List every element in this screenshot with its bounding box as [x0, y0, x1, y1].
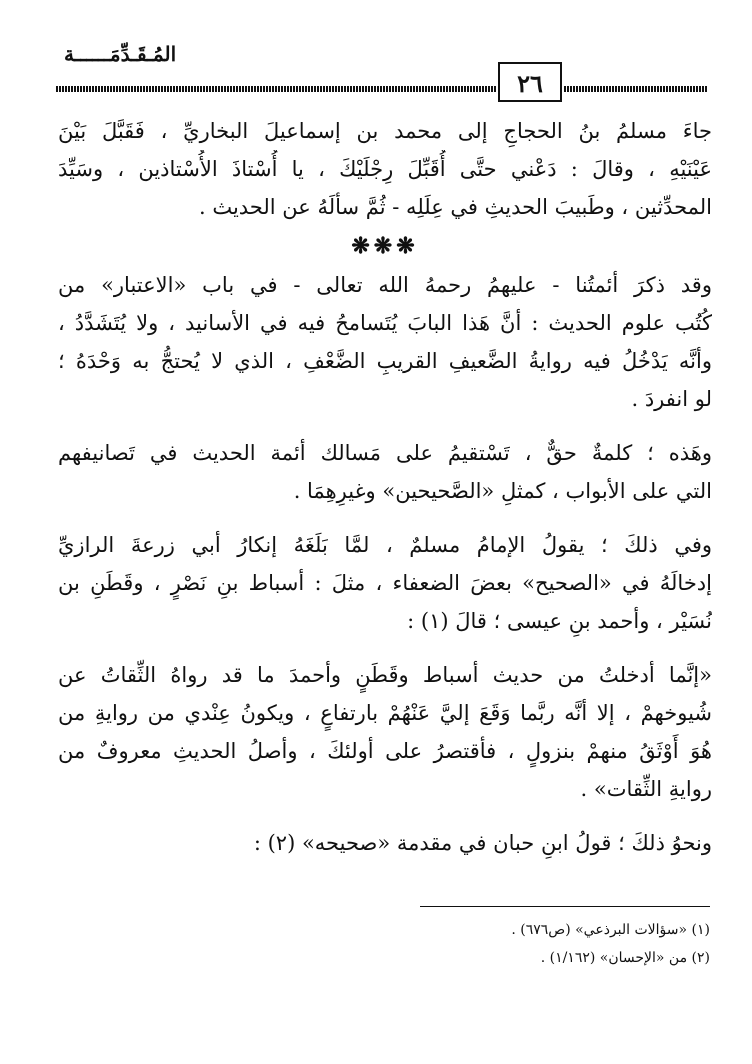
header-rule-right: [564, 86, 708, 92]
text-line: إدخالَهُ في «الصحيح» بعضَ الضعفاء ، مثلَ : أسباط بنِ نَصْرٍ ، وقَطَنِ بن: [58, 571, 712, 595]
footnote-1: (١) «سؤالات البرذعي» (ص٦٧٦) .: [511, 922, 710, 938]
text-line: «إنَّما أدخلتُ من حديث أسباط وقَطَنٍ وأحمدَ ما قد رواهُ الثِّقاتُ عن: [58, 663, 712, 687]
section-divider-stars: ❋❋❋: [351, 233, 419, 259]
text-line: هُوَ أَوْثَقُ منهمْ بنزولٍ ، فأقتصرُ على أولئكَ ، وأصلُ الحديثِ معروفٌ من: [58, 739, 712, 763]
text-line: كُتُب علوم الحديث : أنَّ هَذا البابَ يُتَسامحُ فيه في الأسانيد ، ولا يُتَشَدَّدُ ،: [58, 311, 712, 335]
paragraph-2: [58, 266, 712, 418]
paragraph-4: [58, 526, 712, 640]
text-line: وهَذه ؛ كلمةٌ حقٌّ ، تَسْتقيمُ على مَسالك أئمة الحديث في تَصانيفهم: [58, 441, 712, 465]
text-line: عَيْنَيْهِ ، وقالَ : دَعْني حتَّى أُقَبِّلَ رِجْلَيْكَ ، يا أُسْتاذَ الأُسْتاذين ، وسَيِّدَ: [58, 157, 712, 181]
text-line: وأنَّه يَدْخُلُ فيه روايةُ الضَّعيفِ القريبِ الضَّعْفِ ، الذي لا يُحتجُّ به وَحْدَهُ ؛: [58, 349, 712, 373]
page-number: ٢٦: [498, 62, 562, 102]
page-header: [56, 38, 708, 98]
text-line: شُيوخهمْ ، إلا أنَّه ربَّما وَقَعَ إليَّ عَنْهُمْ بارتفاعٍ ، ويكونُ عِنْدي من روايةِ من: [58, 701, 712, 725]
footnote-separator: [420, 906, 710, 907]
text-line: المحدِّثين ، وطَبيبَ الحديثِ في عِلَلِه - ثُمَّ سألَهُ عن الحديث .: [198, 195, 712, 219]
paragraph-6: [58, 824, 712, 862]
main-text: [58, 112, 712, 862]
header-rule-left: [56, 86, 496, 92]
text-line: روايةِ الثِّقات» .: [580, 777, 712, 801]
text-line: وفي ذلكَ ؛ يقولُ الإمامُ مسلمٌ ، لمَّا بَلَغَهُ إنكارُ أبي زرعةَ الرازيِّ: [58, 533, 712, 557]
paragraph-3: [58, 434, 712, 510]
text-line: لو انفردَ .: [631, 387, 712, 411]
text-line: التي على الأبواب ، كمثلِ «الصَّحيحين» وغيرِهِمَا .: [293, 479, 712, 503]
paragraph-5-quote: [58, 656, 712, 808]
footnote-2: (٢) من «الإحسان» (١/١٦٢) .: [540, 950, 710, 966]
text-line: نُسَيْر ، وأحمد بنِ عيسى ؛ قالَ (١) :: [407, 609, 712, 633]
text-line: ونحوُ ذلكَ ؛ قولُ ابنِ حبان في مقدمة «صحيحه» (٢) :: [253, 831, 712, 855]
running-title: المُـقَـدِّمَــــــة: [64, 42, 177, 66]
footnotes: [300, 916, 710, 972]
text-line: وقد ذكرَ أئمتُنا - عليهمُ رحمهُ الله تعالى - في باب «الاعتبار» من: [58, 273, 712, 297]
paragraph-1: [58, 112, 712, 226]
text-line: جاءَ مسلمُ بنُ الحجاجِ إلى محمد بن إسماعيلَ البخاريِّ ، فَقَبَّلَ بَيْنَ: [58, 119, 712, 143]
